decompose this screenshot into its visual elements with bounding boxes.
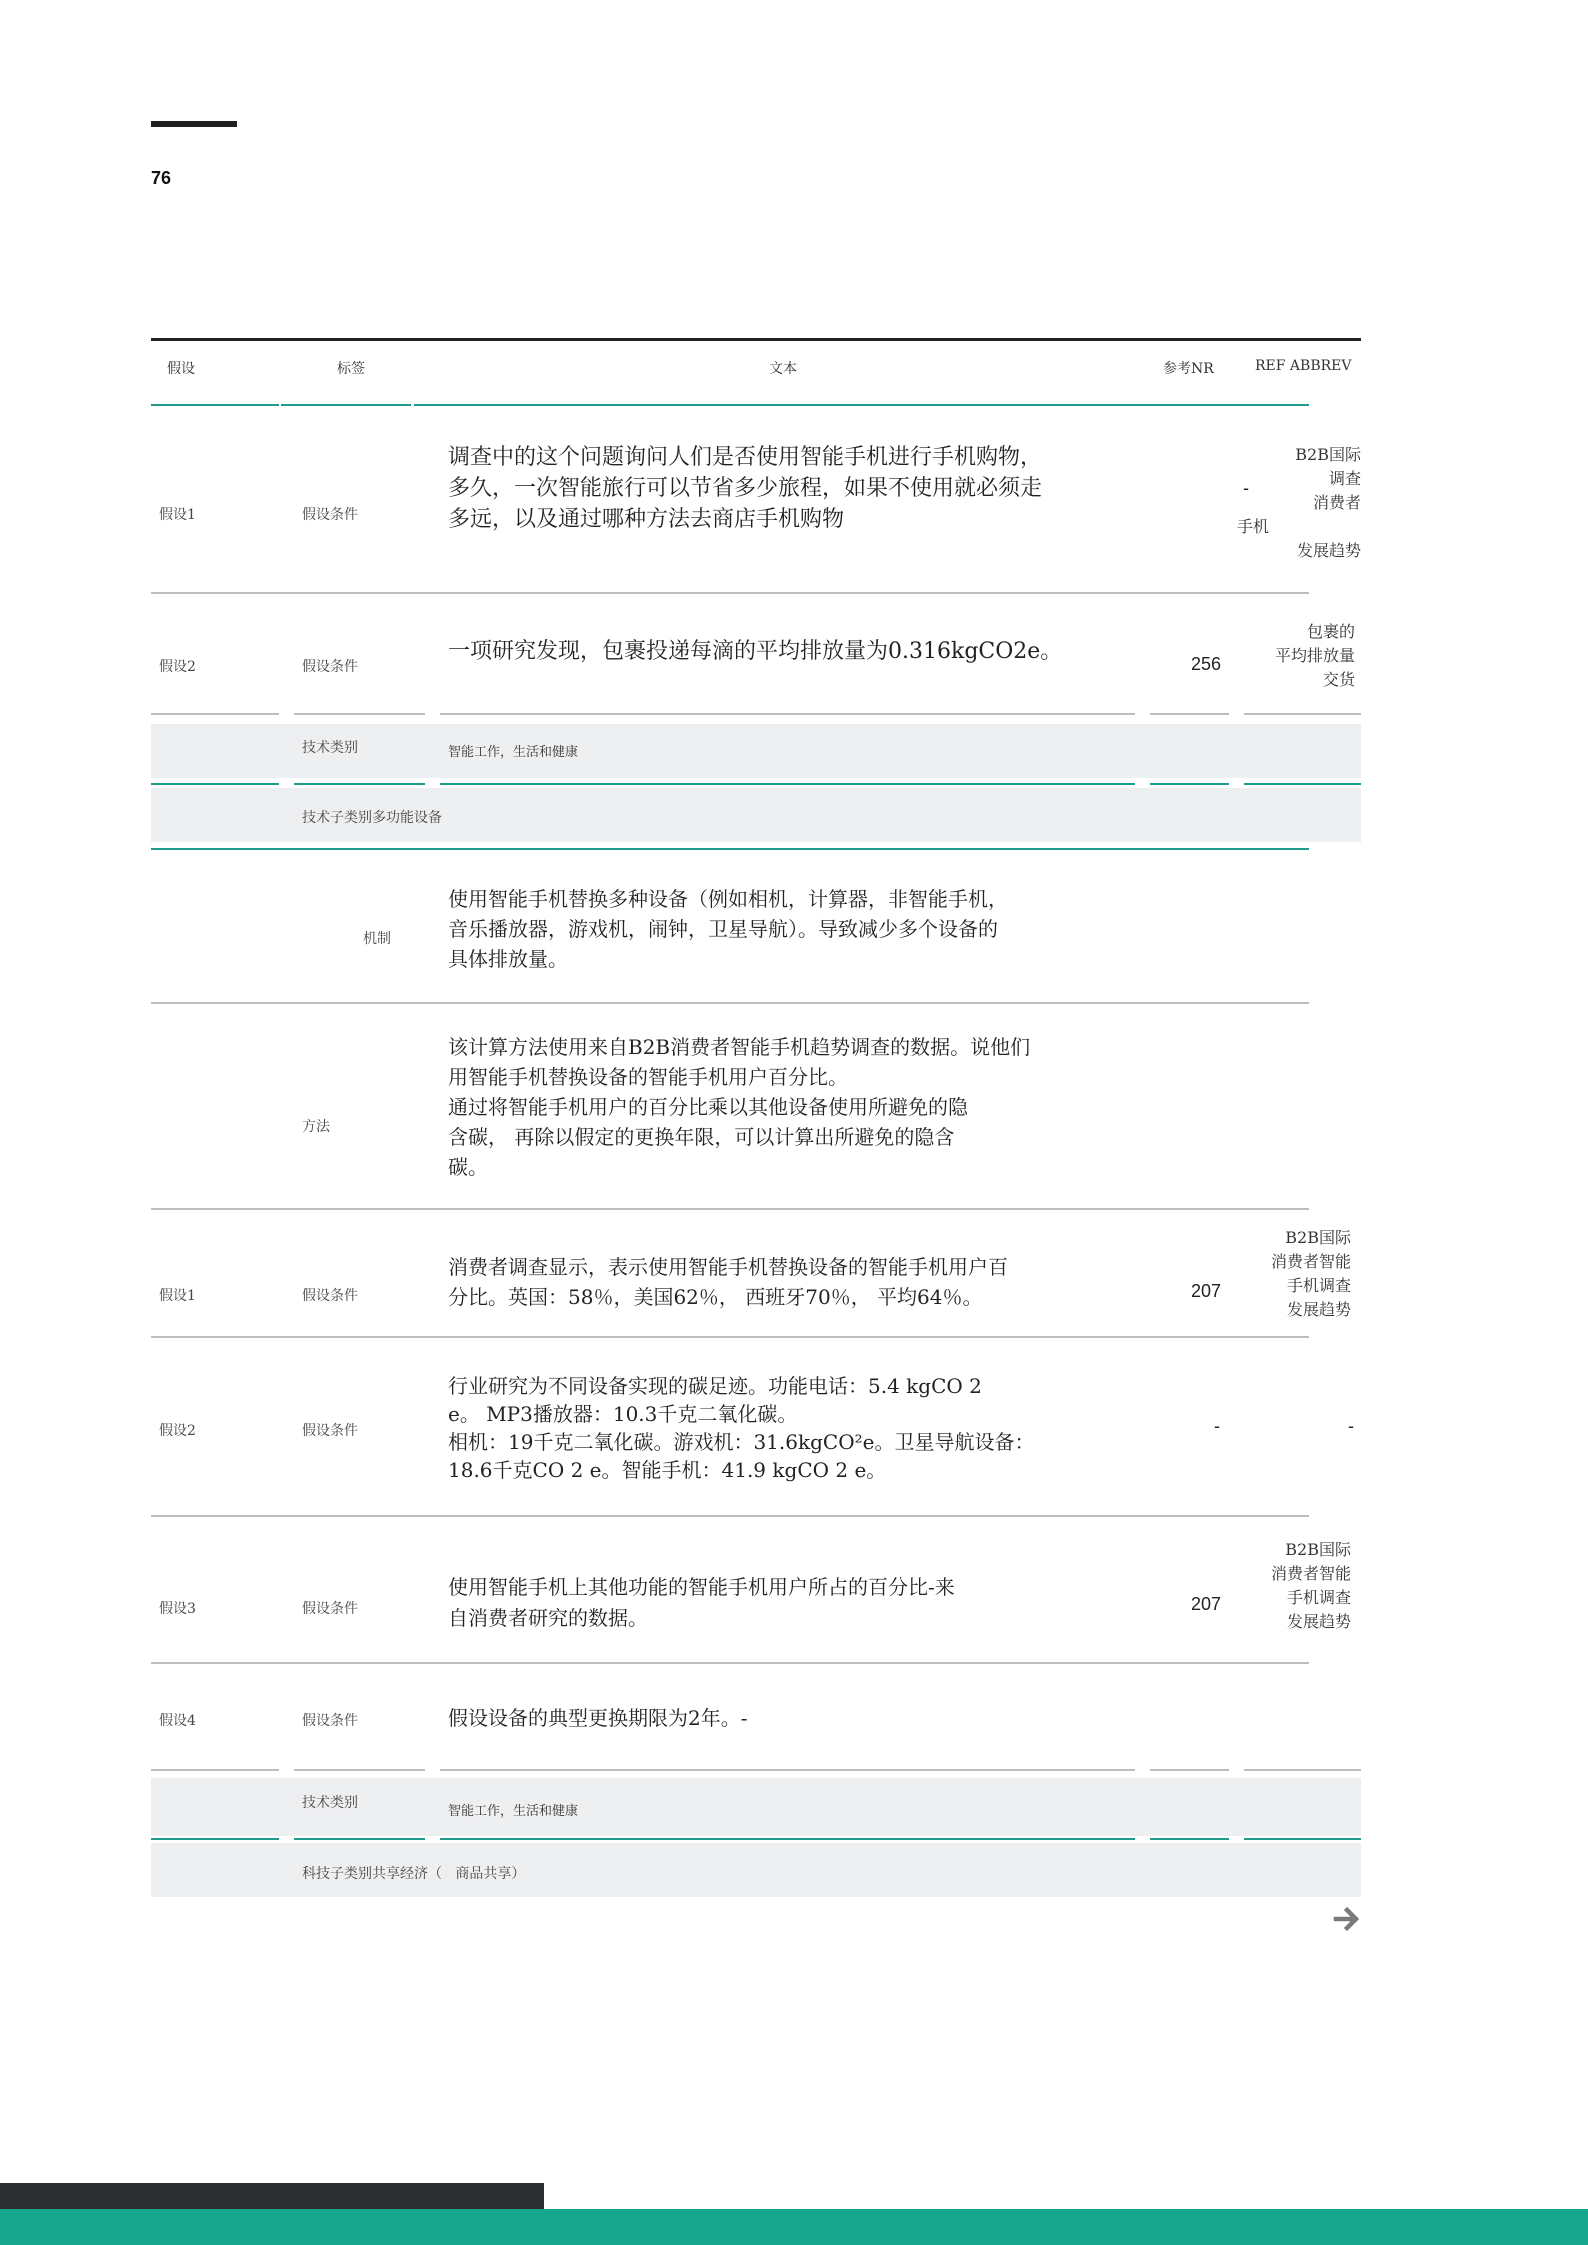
- row-divider: [151, 1662, 1309, 1664]
- tech-category-label: 技术类别: [302, 740, 358, 756]
- row-divider: [151, 1208, 1309, 1210]
- row-divider: [151, 1769, 279, 1771]
- row-text: 假设设备的典型更换期限为2年。-: [448, 1706, 748, 1730]
- tech-category-band: [151, 1778, 1361, 1836]
- header-label: 标签: [337, 361, 365, 377]
- tech-subcategory: 技术子类别多功能设备: [302, 810, 442, 826]
- row-divider: [440, 713, 1135, 715]
- row-label: 假设条件: [302, 1601, 358, 1617]
- row-label: 方法: [302, 1119, 330, 1135]
- ref-nr: -: [1214, 1416, 1220, 1436]
- tech-subcategory-band: [151, 1843, 1361, 1897]
- ref-nr: 256: [1191, 654, 1222, 674]
- row-label: 机制: [363, 931, 391, 947]
- ref-nr: -: [1243, 478, 1249, 498]
- row-divider: [151, 1002, 1309, 1004]
- row-divider: [151, 1515, 1309, 1517]
- ref-abbrev: -: [1348, 1416, 1354, 1436]
- row-divider: [440, 1769, 1135, 1771]
- header-text: 文本: [769, 361, 797, 377]
- assumption-id: 假设2: [159, 659, 196, 675]
- row-label: 假设条件: [302, 1423, 358, 1439]
- ref-abbrev: B2B国际 消费者智能 手机调查 发展趋势: [1270, 1540, 1351, 1631]
- row-text: 使用智能手机替换多种设备（例如相机，计算器，非智能手机， 音乐播放器，游戏机，闹钟，卫星导航）。导致减少多个设备的 具体排放量。: [448, 887, 1008, 971]
- row-label: 假设条件: [302, 659, 358, 675]
- tech-category-value: 智能工作，生活和健康: [448, 1804, 579, 1819]
- table-top-rule: [151, 338, 1361, 341]
- row-divider: [1244, 783, 1361, 785]
- tech-category-value: 智能工作，生活和健康: [448, 745, 579, 760]
- row-divider: [281, 404, 411, 406]
- tech-category-label: 技术类别: [302, 1795, 358, 1811]
- tech-subcategory: 科技子类别共享经济（ 商品共享）: [302, 1866, 526, 1882]
- footer-dark-bar: [0, 2183, 544, 2210]
- row-divider: [1150, 783, 1229, 785]
- header-assumption: 假设: [167, 361, 195, 377]
- ref-nr: 207: [1191, 1594, 1222, 1614]
- row-divider: [151, 848, 1309, 850]
- tech-category-band: [151, 724, 1361, 778]
- row-text: 调查中的这个问题询问人们是否使用智能手机进行手机购物， 多久，一次智能旅行可以节省多少旅程，如果不使用就必须走 多远，以及通过哪种方法去商店手机购物: [448, 445, 1043, 532]
- assumption-id: 假设1: [159, 507, 196, 523]
- top-rule: [151, 121, 237, 127]
- row-divider: [1193, 404, 1309, 406]
- row-divider: [1244, 1838, 1361, 1840]
- row-divider: [151, 1336, 1309, 1338]
- row-divider: [294, 713, 425, 715]
- tech-subcategory-band: [151, 788, 1361, 842]
- ref-nr: 207: [1191, 1281, 1222, 1301]
- row-text: 该计算方法使用来自B2B消费者智能手机趋势调查的数据。说他们 用智能手机替换设备的智能手机用户百分比。 通过将智能手机用户的百分比乘以其他设备使用所避免的隐 含碳， 再除以假定的更换年限，可以计算出所避免的隐含 碳。: [448, 1035, 1031, 1179]
- row-label: 假设条件: [302, 1288, 358, 1304]
- row-divider: [1150, 713, 1229, 715]
- footer-accent-bar: [0, 2209, 1588, 2245]
- ref-abbrev: 包裹的 平均排放量 交货: [1274, 622, 1355, 689]
- assumption-id: 假设2: [159, 1423, 196, 1439]
- assumption-id: 假设3: [159, 1601, 196, 1617]
- assumption-id: 假设4: [159, 1713, 196, 1729]
- arrow-right-icon[interactable]: [1333, 1904, 1363, 1934]
- row-divider: [294, 1838, 425, 1840]
- ref-abbrev: B2B国际 调查 消费者 手机 发展趋势: [1237, 445, 1361, 560]
- page-number: 76: [151, 168, 172, 188]
- row-divider: [440, 783, 1135, 785]
- row-divider: [151, 713, 279, 715]
- header-ref-nr: 参考NR: [1163, 361, 1214, 377]
- header-ref-abbrev: REF ABBREV: [1255, 358, 1352, 374]
- row-divider: [1113, 404, 1189, 406]
- row-divider: [151, 404, 279, 406]
- row-divider: [440, 1838, 1135, 1840]
- assumption-id: 假设1: [159, 1288, 196, 1304]
- row-divider: [1150, 1838, 1229, 1840]
- row-text: 使用智能手机上其他功能的智能手机用户所占的百分比-来 自消费者研究的数据。: [448, 1575, 955, 1630]
- row-text: 一项研究发现，包裹投递每滴的平均排放量为0.316kgCO2e。: [448, 639, 1063, 664]
- row-divider: [1244, 713, 1361, 715]
- row-divider: [1150, 1769, 1229, 1771]
- row-divider: [294, 1769, 425, 1771]
- row-text: 消费者调查显示，表示使用智能手机替换设备的智能手机用户百 分比。英国：58％，美国62％， 西班牙70％， 平均64％。: [448, 1255, 1008, 1309]
- ref-abbrev: B2B国际 消费者智能 手机调查 发展趋势: [1270, 1228, 1351, 1319]
- row-text: 行业研究为不同设备实现的碳足迹。功能电话：5.4 kgCO 2 e。 MP3播放器：10.3千克二氧化碳。 相机：19千克二氧化碳。游戏机：31.6kgCO²e。卫星导航设备： 18.6千克CO 2 e。智能手机：41.9 kgCO 2 e。: [448, 1374, 1035, 1482]
- row-divider: [151, 783, 279, 785]
- row-divider: [151, 592, 1309, 594]
- row-divider: [151, 1838, 279, 1840]
- row-divider: [294, 783, 425, 785]
- row-label: 假设条件: [302, 1713, 358, 1729]
- row-divider: [1244, 1769, 1361, 1771]
- row-label: 假设条件: [302, 507, 358, 523]
